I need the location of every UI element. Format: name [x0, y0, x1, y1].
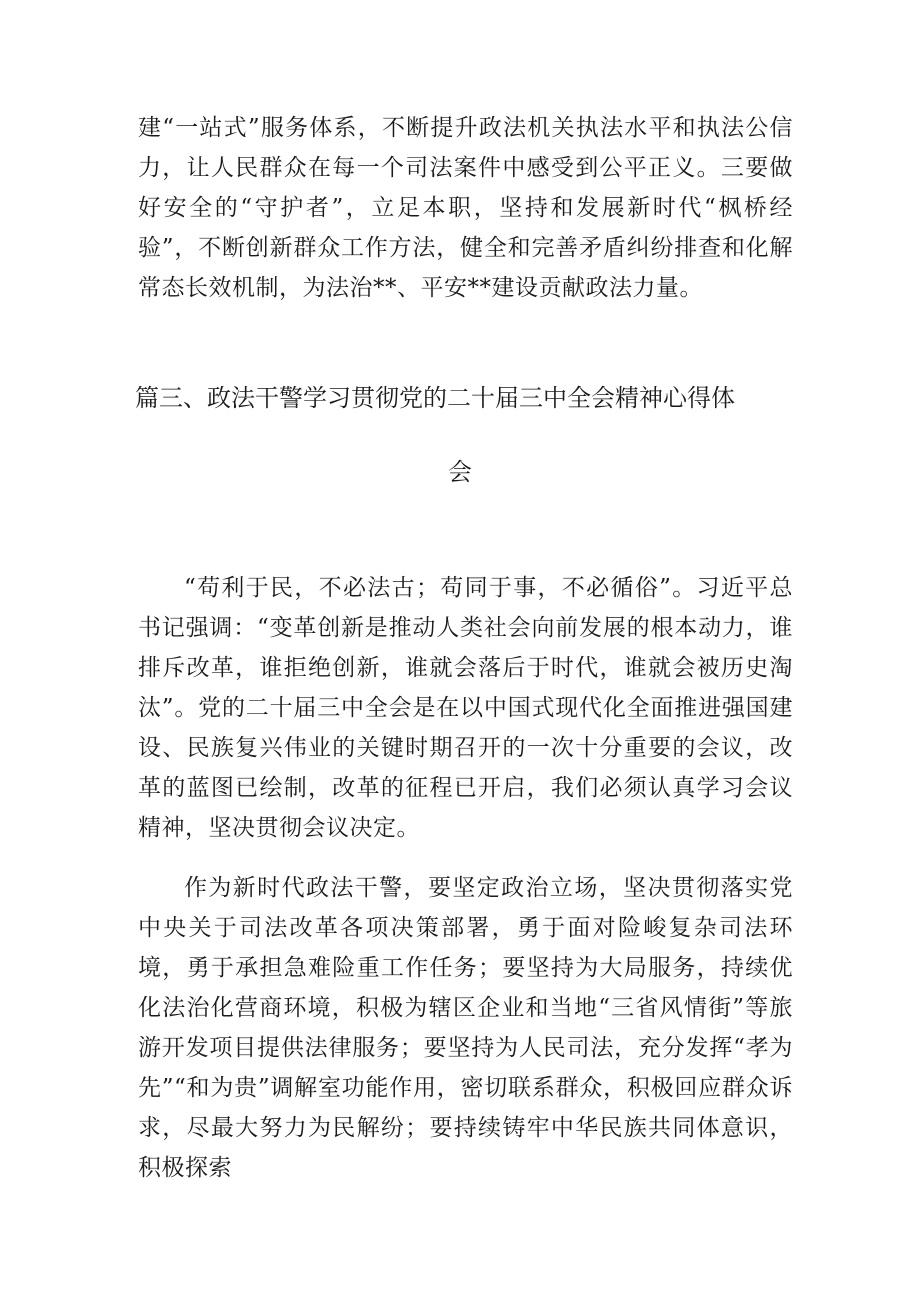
- body-paragraph-continued: 建“一站式”服务体系，不断提升政法机关执法水平和执法公信力，让人民群众在每一个司法案件中感受到公平正义。三要做好安全的“守护者”，立足本职，坚持和发展新时代“枫桥经验”，不断创新群众工作方法，健全和完善矛盾纠纷排查和化解常态长效机制，为法治**、平安**建设贡献政法力量。: [138, 115, 793, 301]
- body-paragraph-intro: “苟利于民，不必法古；苟同于事，不必循俗”。习近平总书记强调：“变革创新是推动人类社会向前发展的根本动力，谁排斥改革，谁拒绝创新，谁就会落后于时代，谁就会被历史淘汰”。党的二十届三中全会是在以中国式现代化全面推进强国建设、民族复兴伟业的关键时期召开的一次十分重要的会议，改革的蓝图已绘制，改革的征程已开启，我们必须认真学习会议精神，坚决贯彻会议决定。: [138, 575, 793, 841]
- section-title-line-2: 会: [448, 458, 472, 486]
- section-title-line-1: 篇三、政法干警学习贯彻党的二十届三中全会精神心得体: [135, 384, 735, 412]
- body-paragraph-duties: 作为新时代政法干警，要坚定政治立场，坚决贯彻落实党中央关于司法改革各项决策部署，勇于面对险峻复杂司法环境，勇于承担急难险重工作任务；要坚持为大局服务，持续优化法治化营商环境，积极为辖区企业和当地“三省风情街”等旅游开发项目提供法律服务；要坚持为人民司法，充分发挥“孝为先”“和为贵”调解室功能作用，密切联系群众，积极回应群众诉求，尽最大努力为民解纷；要持续铸牢中华民族共同体意识，积极探索: [138, 875, 793, 1181]
